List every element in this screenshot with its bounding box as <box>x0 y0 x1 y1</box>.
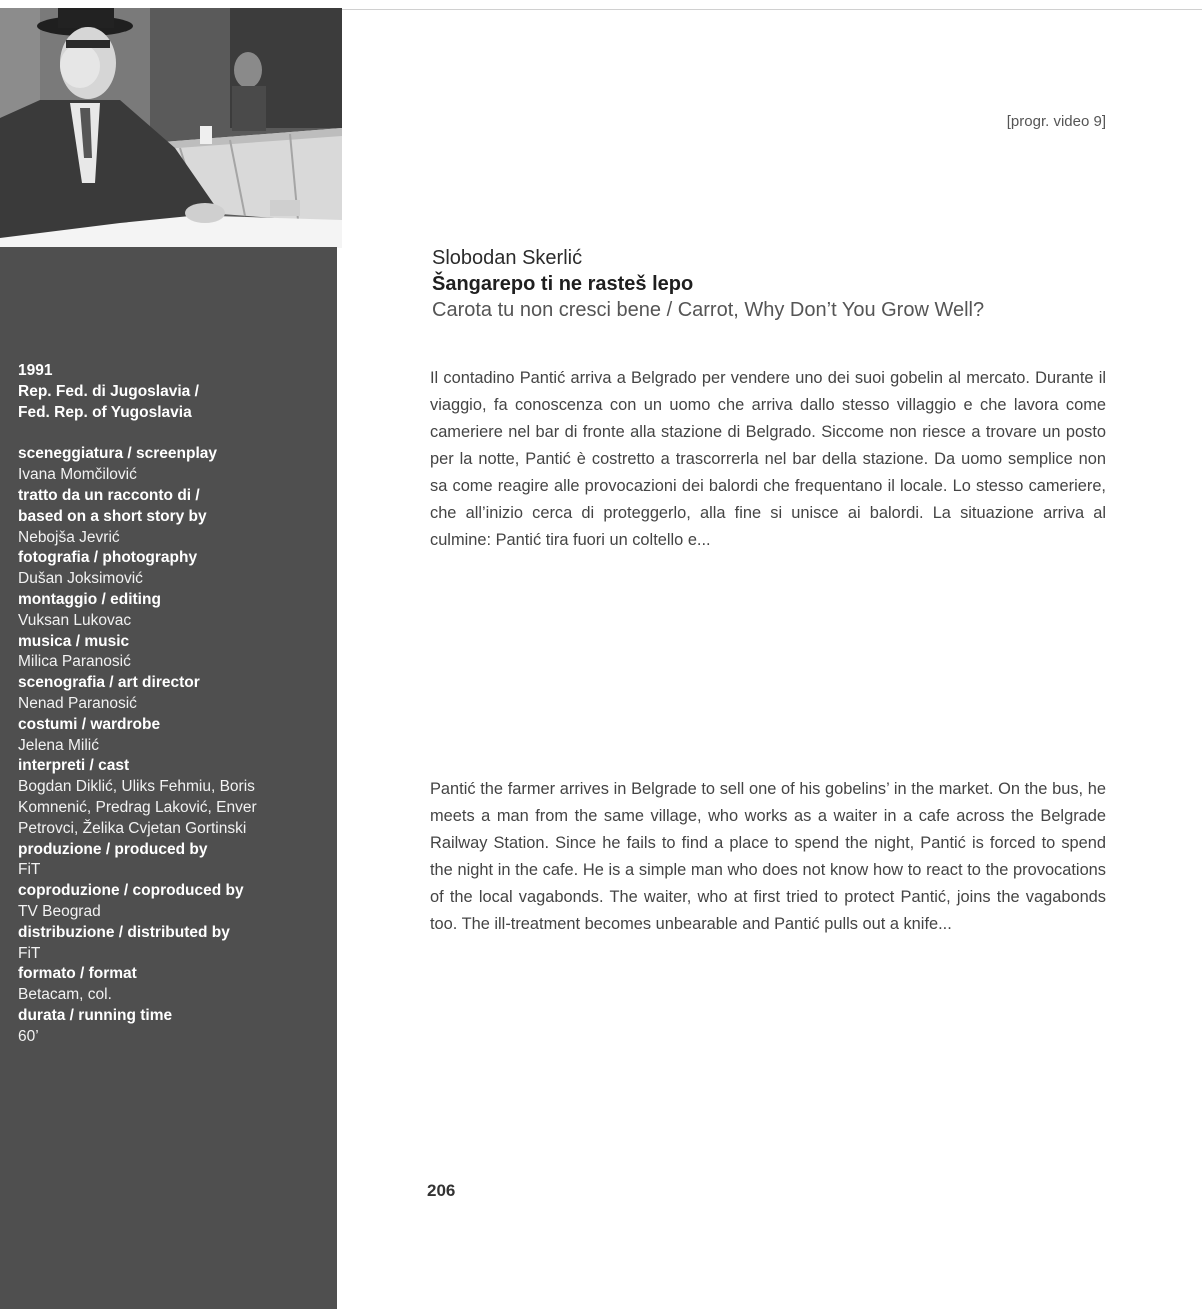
credit-produced-label: produzione / produced by <box>18 840 208 858</box>
credit-cast-line2: Komnenić, Predrag Laković, Enver <box>18 798 257 816</box>
credit-format-value: Betacam, col. <box>18 986 112 1004</box>
director-name: Slobodan Skerlić <box>432 247 583 269</box>
film-still-photo <box>0 8 342 248</box>
film-translated-title: Carota tu non cresci bene / Carrot, Why Don’t You Grow Well? <box>432 299 985 321</box>
credit-year: 1991 <box>18 362 53 379</box>
credit-screenplay-label: sceneggiatura / screenplay <box>18 445 218 463</box>
credit-wardrobe-value: Jelena Milić <box>18 736 99 754</box>
credit-art-value: Nenad Paranosić <box>18 694 137 712</box>
credit-based-on-value: Nebojša Jevrić <box>18 528 120 546</box>
credit-format-label: formato / format <box>18 965 137 983</box>
page-number: 206 <box>427 1181 456 1200</box>
program-reference: [progr. video 9] <box>1006 113 1106 130</box>
credit-photography-label: fotografia / photography <box>18 549 198 567</box>
credit-editing-label: montaggio / editing <box>18 590 161 608</box>
credit-coproduced-label: coproduzione / coproduced by <box>18 882 244 900</box>
credit-coproduced-value: TV Beograd <box>18 902 101 920</box>
credit-editing-value: Vuksan Lukovac <box>18 611 132 629</box>
credit-based-on-label-2: based on a short story by <box>18 507 207 525</box>
credit-art-label: scenografia / art director <box>18 674 200 692</box>
credit-cast-label: interpreti / cast <box>18 757 130 775</box>
credit-cast-line3: Petrovci, Želika Cvjetan Gortinski <box>18 819 247 837</box>
credit-based-on-label-1: tratto da un racconto di / <box>18 486 200 504</box>
credit-music-value: Milica Paranosić <box>18 653 131 671</box>
credit-cast-line1: Bogdan Diklić, Uliks Fehmiu, Boris <box>18 778 255 796</box>
credit-produced-value: FiT <box>18 861 41 879</box>
credits-list <box>18 361 330 1048</box>
credit-country-line1: Rep. Fed. di Jugoslavia / <box>18 382 199 400</box>
film-original-title: Šangarepo ti ne rasteš lepo <box>432 273 694 295</box>
synopsis-english: Pantić the farmer arrives in Belgrade to sell one of his gobelins’ in the market. On the bus, he meets a man from the same village, who works as a waiter in a cafe across the Belgrade Railway Station. Since he fails to find a place to spend the night, Pantić is forced to spend the night in the cafe. He is a simple man who does not know how to react to the provocations of the local vagabonds. The waiter, who at first tried to protect Pantić, joins the vagabonds too. The ill-treatment becomes unbearable and Pantić pulls out a knife... <box>430 780 1106 933</box>
credit-photography-value: Dušan Joksimović <box>18 570 143 588</box>
credit-distributed-label: distribuzione / distributed by <box>18 923 230 941</box>
film-still-illustration <box>0 8 342 248</box>
credit-running-label: durata / running time <box>18 1006 173 1024</box>
credit-distributed-value: FiT <box>18 944 41 962</box>
credit-spacer <box>18 423 330 444</box>
credit-wardrobe-label: costumi / wardrobe <box>18 715 161 733</box>
credit-music-label: musica / music <box>18 632 130 650</box>
credit-screenplay-value: Ivana Momčilović <box>18 466 137 484</box>
credit-country-line2: Fed. Rep. of Yugoslavia <box>18 403 192 421</box>
credit-running-value: 60’ <box>18 1027 39 1045</box>
synopsis-italian: Il contadino Pantić arriva a Belgrado per vendere uno dei suoi gobelin al mercato. Durante il viaggio, fa conoscenza con un uomo che arriva dallo stesso villaggio e che lavora come cameriere nel bar di fronte alla stazione di Belgrado. Siccome non riesce a trovare un posto per la notte, Pantić è costretto a trascorrerla nel bar della stazione. Da uomo semplice non sa come reagire alle provocazioni dei balordi che frequentano il locale. Lo stesso cameriere, che all’inizio cerca di proteggerlo, alla fine si unisce ai balordi. La situazione arriva al culmine: Pantić tira fuori un coltello e... <box>430 369 1106 549</box>
